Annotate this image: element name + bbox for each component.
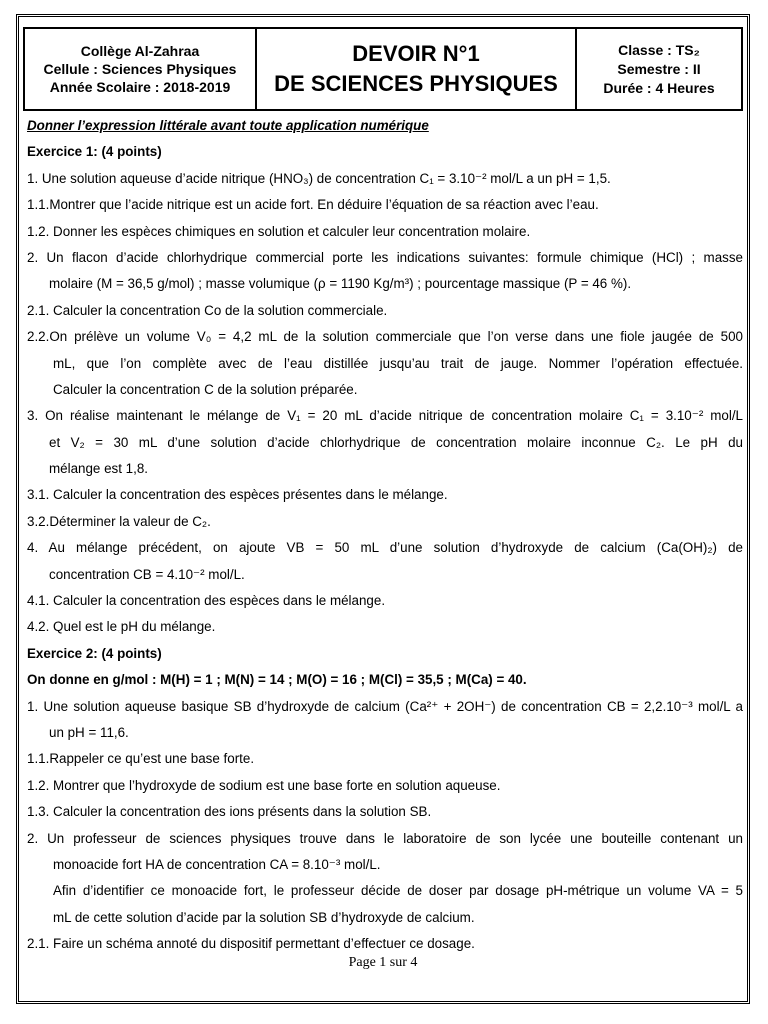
page-number: Page 1 sur 4 [348,955,418,970]
question-line: mL, que l’on complète avec de l’eau distillée jusqu’au trait de jauge. Nommer l’opération effectuée. [53,355,743,371]
question-line: 1.2. Montrer que l’hydroxyde de sodium est une base forte en solution aqueuse. [27,777,501,793]
question-line: mélange est 1,8. [49,461,149,477]
exam-title [257,29,577,109]
question-line: molaire (M = 36,5 g/mol) ; masse volumique (ρ = 1190 Kg/m³) ; pourcentage massique (P = 46 %). [49,276,632,292]
question-line: 1. Une solution aqueuse d’acide nitrique (HNO₃) de concentration C₁ = 3.10⁻² mol/L a un pH = 1,5. [27,170,611,186]
question-line: 2. Un professeur de sciences physiques trouve dans le laboratoire de son lycée une bouteille contenant un [27,830,743,846]
question-line: un pH = 11,6. [49,724,129,740]
question-line: 3.2.Déterminer la valeur de C₂. [27,513,211,529]
question-line: concentration CB = 4.10⁻² mol/L. [49,566,245,582]
duration-label: Durée : 4 Heures [603,79,715,96]
exercise-2-title: Exercice 2: (4 points) [27,645,162,661]
header-table [23,27,743,111]
question-line: 4.2. Quel est le pH du mélange. [27,619,216,635]
question-line: et V₂ = 30 mL d’une solution d’acide chlorhydrique de concentration molaire inconnue C₂. Le pH du [49,434,743,450]
school-year: Année Scolaire : 2018-2019 [49,79,231,95]
question-line: 2.1. Faire un schéma annoté du dispositif permettant d’effectuer ce dosage. [27,936,475,952]
question-line: 1.2. Donner les espèces chimiques en solution et calculer leur concentration molaire. [27,223,531,239]
class-info [577,29,741,109]
question-line: mL de cette solution d’acide par la solution SB d’hydroxyde de calcium. [53,909,475,925]
question-line: 3. On réalise maintenant le mélange de V₁ = 20 mL d’acide nitrique de concentration molaire C₁ = 3.10⁻² mol/L [27,408,743,424]
question-line: 2. Un flacon d’acide chlorhydrique commercial porte les indications suivantes: formule chimique (HCl) ; masse [27,249,743,265]
school-name: Collège Al-Zahraa [80,43,200,59]
question-line: 4. Au mélange précédent, on ajoute VB = 50 mL d’une solution d’hydroxyde de calcium (Ca(OH)₂) de [27,540,743,556]
question-line: 1.1.Montrer que l’acide nitrique est un acide fort. En déduire l’équation de sa réaction avec l’eau. [27,197,599,213]
title-line-2: DE SCIENCES PHYSIQUES [274,71,558,96]
school-info [25,29,257,109]
molar-mass-data: On donne en g/mol : M(H) = 1 ; M(N) = 14 ; M(O) = 16 ; M(Cl) = 35,5 ; M(Ca) = 40. [27,672,527,688]
question-line: Calculer la concentration C de la solution préparée. [53,381,358,397]
question-line: 2.1. Calculer la concentration Co de la solution commerciale. [27,302,388,318]
title-line-1: DEVOIR N°1 [352,41,480,66]
semester-label: Semestre : II [617,60,701,77]
class-label: Classe : TS₂ [618,41,700,58]
question-line: 4.1. Calculer la concentration des espèces dans le mélange. [27,593,386,609]
question-line: 2.2.On prélève un volume V₀ = 4,2 mL de la solution commerciale que l’on verse dans une fiole jaugée de 500 [27,329,743,345]
question-line: 3.1. Calculer la concentration des espèces présentes dans le mélange. [27,487,448,503]
question-line: monoacide fort HA de concentration CA = 8.10⁻³ mol/L. [53,856,381,872]
exercise-1-title: Exercice 1: (4 points) [27,144,162,160]
instruction: Donner l’expression littérale avant toute application numérique [27,118,429,133]
cell-name: Cellule : Sciences Physiques [43,61,237,77]
exam-page [16,14,750,1004]
question-line: Afin d’identifier ce monoacide fort, le professeur décide de doser par dosage pH-métrique un volume VA = 5 [53,883,743,899]
question-line: 1.1.Rappeler ce qu’est une base forte. [27,751,255,767]
question-line: 1. Une solution aqueuse basique SB d’hydroxyde de calcium (Ca²⁺ + 2OH⁻) de concentration CB = 2,2.10⁻³ mol/L a [27,698,743,714]
question-line: 1.3. Calculer la concentration des ions présents dans la solution SB. [27,804,432,820]
exam-content [27,113,743,958]
